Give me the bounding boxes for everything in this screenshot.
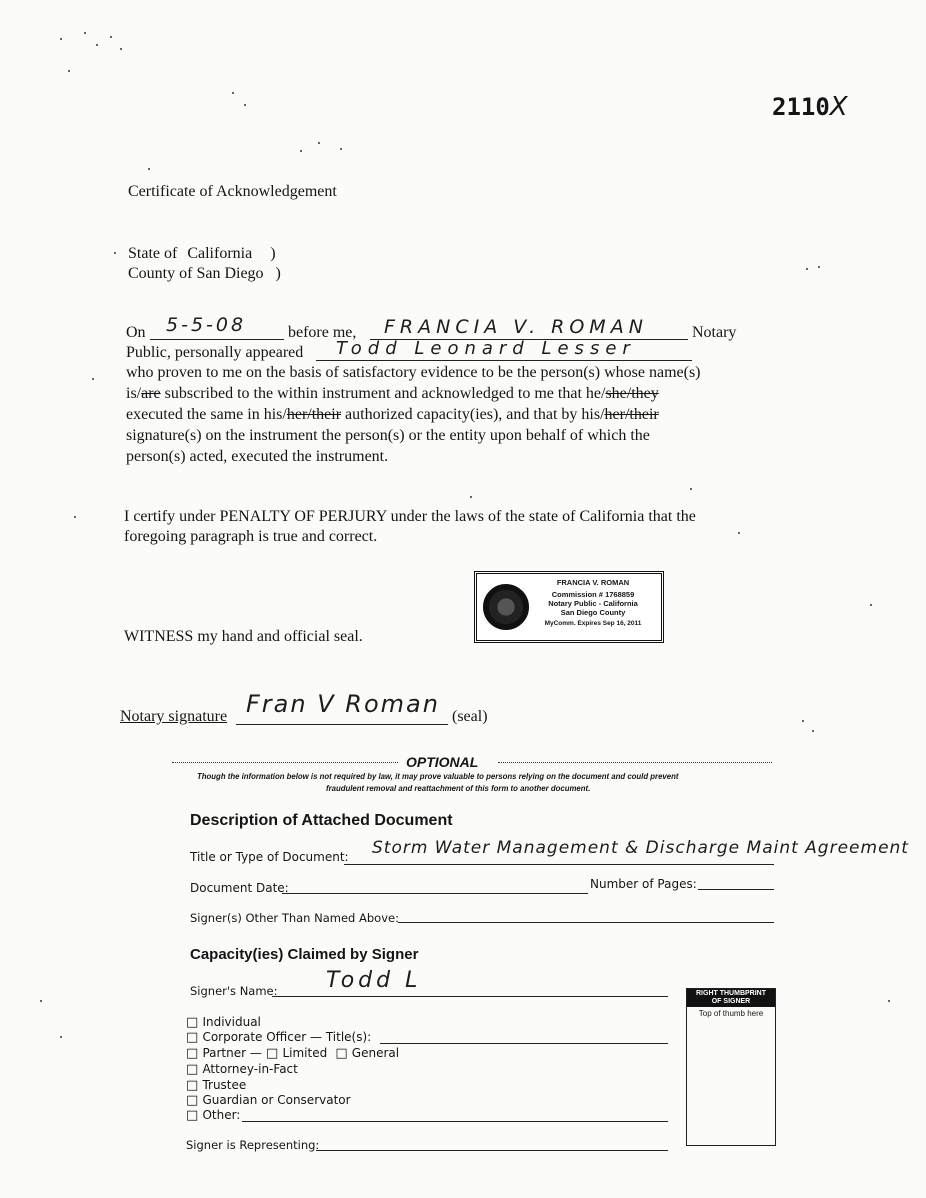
ack-line-7: person(s) acted, executed the instrument. xyxy=(126,448,389,465)
ack-line-4-strike2: she/they xyxy=(605,385,659,402)
notary-signature-handwritten: Fran V Roman xyxy=(246,690,440,718)
stamp-name: FRANCIA V. ROMAN xyxy=(556,578,630,587)
stamp-county: San Diego County xyxy=(560,608,626,617)
limited-label: Limited xyxy=(282,1046,328,1060)
venue-county xyxy=(128,265,281,283)
other-label: Other: xyxy=(202,1108,241,1122)
other-signers-underline xyxy=(398,922,774,923)
ack-line-4 xyxy=(126,385,659,403)
thumbprint-box xyxy=(686,988,776,1146)
certificate-title: Certificate of Acknowledgement xyxy=(128,183,337,200)
option-individual[interactable] xyxy=(186,1015,261,1030)
partner-checkbox[interactable]: □ xyxy=(186,1046,199,1061)
notary-signature-label: Notary signature xyxy=(120,708,228,725)
option-trustee[interactable] xyxy=(186,1078,246,1093)
ack-line-5 xyxy=(126,406,659,424)
option-other[interactable] xyxy=(186,1108,240,1123)
notary-stamp xyxy=(474,571,664,643)
stamp-commission: Commission # 1768859 xyxy=(551,590,635,599)
optional-note-2: fraudulent removal and reattachment of this form to another document. xyxy=(326,784,591,793)
doc-date-underline xyxy=(282,893,588,894)
other-signers-label: Signer(s) Other Than Named Above: xyxy=(190,911,399,925)
trustee-label: Trustee xyxy=(202,1078,247,1092)
ack-date-underline xyxy=(150,339,284,340)
stamp-expires: MyComm. Expires Sep 16, 2011 xyxy=(544,620,642,627)
ack-line-4-post: subscribed to the within instrument and acknowledged to me that he/ xyxy=(160,385,606,402)
certify-line-1: I certify under PENALTY OF PERJURY under the laws of the state of California that the xyxy=(124,508,696,525)
ack-line-4-strike: are xyxy=(141,385,161,402)
notary-seal-icon xyxy=(483,584,529,630)
signer-name-handwritten: Todd L xyxy=(326,968,422,993)
state-label: State of xyxy=(128,245,178,262)
ack-before-me: before me, xyxy=(288,324,357,341)
witness-line: WITNESS my hand and official seal. xyxy=(124,628,363,645)
doc-title-label: Title or Type of Document: xyxy=(190,850,349,864)
general-label: General xyxy=(351,1046,400,1060)
doc-title-handwritten: Storm Water Management & Discharge Maint Agreement xyxy=(372,838,909,858)
doc-title-underline xyxy=(344,864,774,865)
ack-line-5-pre: executed the same in his/ xyxy=(126,406,287,423)
trustee-checkbox[interactable]: □ xyxy=(186,1078,199,1093)
signer-name-label: Signer's Name: xyxy=(190,984,278,998)
description-heading: Description of Attached Document xyxy=(190,812,453,829)
partner-label: Partner — xyxy=(202,1046,262,1060)
thumbprint-header-line-2: OF SIGNER xyxy=(711,998,751,1005)
stamp-notary-public: Notary Public - California xyxy=(548,599,638,608)
individual-label: Individual xyxy=(202,1015,261,1029)
ack-on: On xyxy=(126,324,146,341)
corporate-officer-checkbox[interactable]: □ xyxy=(186,1030,199,1045)
ack-appeared-handwritten: Todd Leonard Lesser xyxy=(336,338,636,359)
notary-signature-underline xyxy=(236,724,448,725)
ack-notary-handwritten: FRANCIA V. ROMAN xyxy=(384,316,648,338)
venue-state xyxy=(128,245,276,263)
optional-rule-right xyxy=(498,762,772,763)
optional-note-1: Though the information below is not required by law, it may prove valuable to persons relying on the document and could prevent xyxy=(197,772,679,781)
thumbprint-sub: Top of thumb here xyxy=(698,1009,764,1018)
guardian-label: Guardian or Conservator xyxy=(202,1093,351,1107)
pages-label: Number of Pages: xyxy=(590,877,697,891)
document-number-value: 2110 xyxy=(772,93,830,121)
pages-underline xyxy=(698,889,774,890)
seal-label: (seal) xyxy=(452,708,488,725)
ack-line-6: signature(s) on the instrument the person(s) or the entity upon behalf of which the xyxy=(126,427,650,444)
ack-public-appeared: Public, personally appeared xyxy=(126,344,304,361)
signer-name-underline xyxy=(272,996,668,997)
ack-line-3: who proven to me on the basis of satisfactory evidence to be the person(s) whose name(s) xyxy=(126,364,701,381)
ack-appeared-underline xyxy=(316,360,692,361)
ack-line-4-pre: is/ xyxy=(126,385,142,402)
limited-checkbox[interactable]: □ xyxy=(266,1046,279,1061)
ack-date-handwritten: 5-5-08 xyxy=(166,314,247,336)
general-checkbox[interactable]: □ xyxy=(335,1046,348,1061)
county-label: County of San Diego xyxy=(128,265,264,282)
thumbprint-header-line-1: RIGHT THUMBPRINT xyxy=(696,990,766,997)
representing-label: Signer is Representing: xyxy=(186,1138,320,1152)
other-underline xyxy=(242,1121,668,1122)
optional-heading: OPTIONAL xyxy=(406,754,479,770)
representing-underline xyxy=(316,1150,668,1151)
county-paren: ) xyxy=(275,265,281,282)
thumbprint-header xyxy=(687,989,775,1007)
capacity-heading: Capacity(ies) Claimed by Signer xyxy=(190,946,419,963)
individual-checkbox[interactable]: □ xyxy=(186,1015,199,1030)
option-attorney[interactable] xyxy=(186,1062,298,1077)
doc-date-label: Document Date: xyxy=(190,881,289,895)
ack-line-5-strike2: her/their xyxy=(604,406,659,423)
guardian-checkbox[interactable]: □ xyxy=(186,1093,199,1108)
ack-line-5-strike: her/their xyxy=(286,406,342,423)
state-value: California xyxy=(187,245,253,262)
option-corporate-officer[interactable] xyxy=(186,1030,371,1045)
attorney-label: Attorney-in-Fact xyxy=(202,1062,298,1076)
attorney-checkbox[interactable]: □ xyxy=(186,1062,199,1077)
document-number xyxy=(772,92,848,122)
document-number-mark: X xyxy=(829,92,848,122)
ack-line-5-mid: authorized capacity(ies), and that by his/ xyxy=(341,406,605,423)
other-checkbox[interactable]: □ xyxy=(186,1108,199,1123)
state-paren: ) xyxy=(270,245,276,262)
corporate-title-underline xyxy=(380,1043,668,1044)
ack-notary-word: Notary xyxy=(692,324,737,341)
corporate-officer-label: Corporate Officer — Title(s): xyxy=(202,1030,372,1044)
option-partner[interactable] xyxy=(186,1046,399,1061)
option-guardian[interactable] xyxy=(186,1093,351,1108)
certify-line-2: foregoing paragraph is true and correct. xyxy=(124,528,378,545)
optional-rule-left xyxy=(172,762,398,763)
